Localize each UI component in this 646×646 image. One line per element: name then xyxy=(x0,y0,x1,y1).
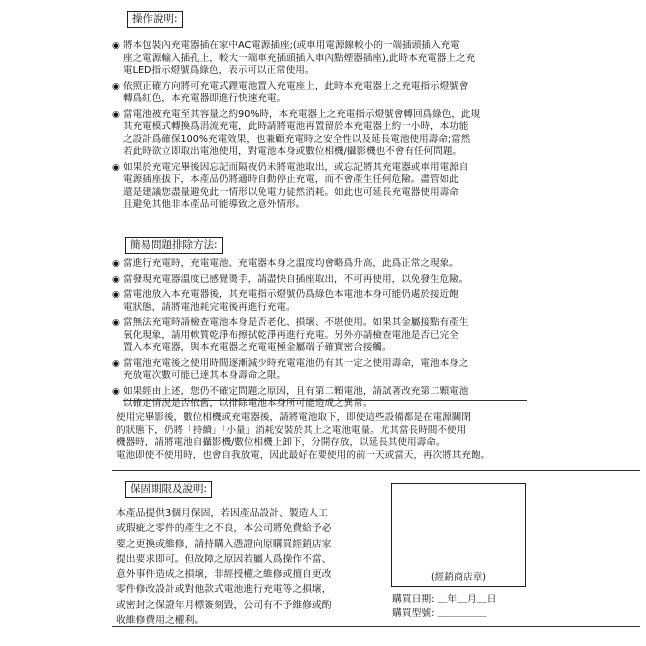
warranty-line: 或瑕疵之零件的產生之不良，本公司將免費給予必 xyxy=(116,523,332,535)
bullet-icon: ◉ xyxy=(112,162,120,173)
item-text-line: 當發現充電器溫度已感覺燙手，請盡快自插座取出，不可再使用，以免發生危險。 xyxy=(123,273,469,285)
item-text-line: 轉爲紅色，本充電器即進行快速充電。 xyxy=(123,93,287,104)
list-item xyxy=(112,289,640,314)
list-item xyxy=(112,109,640,159)
item-text-line: 座之電源輸入插孔上，較大一端車充插頭插入車內點煙器插座),此時本充電器上之充 xyxy=(123,52,476,64)
purchase-date-field: 購買日期: ＿年＿月＿日 xyxy=(392,594,497,605)
warranty-line: 零件修改設計或對他款式電池進行充電等之損壞， xyxy=(116,584,332,596)
item-text-line: 如果於充電完畢後因忘記而隔夜仍未將電池取出，或忘記將其充電器或車用電源自 xyxy=(123,161,469,173)
list-item xyxy=(112,40,640,78)
note-line: 的狀態下，仍將「持續」「小量」消耗安裝於其上之電池電量。尤其當長時間不使用 xyxy=(116,424,467,436)
item-text-line: 氧化現象，請用軟質乾淨布擦拭乾淨再進行充電。另外亦請檢查電池是否已完全 xyxy=(123,329,459,341)
item-text-line: 置入本充電器，與本充電器之充電電極金屬端子確實密合接觸。 xyxy=(123,342,392,353)
bullet-icon: ◉ xyxy=(112,81,120,92)
warranty-line: 本產品提供3個月保固，若因產品設計、製造人工 xyxy=(116,508,328,519)
item-text-line: 且避免其他非本產品可能導致之意外情形。 xyxy=(123,199,306,210)
item-text-line: 當無法充電時請檢查電池本身是否老化、損壞、不堪使用。如果其金屬接點有產生 xyxy=(123,317,469,328)
troubleshooting-title: 簡易問題排除方法: xyxy=(125,237,223,254)
instructions-title: 操作說明: xyxy=(127,11,183,28)
warranty-line: 要之更換或維修，請持購入憑證向原購買經銷店家 xyxy=(116,538,332,550)
warranty-line: 提出要求即可。但故障之原因若屬人爲操作不當、 xyxy=(116,553,332,565)
item-text-line: 充放電次數可能已達其本身壽命之限。 xyxy=(123,370,287,381)
item-text-line: 還是建議您盡量避免此一情形以免電力徒然消耗。如此也可延長充電器使用壽命 xyxy=(123,186,459,198)
bullet-icon: ◉ xyxy=(112,259,120,269)
battery-care-notes xyxy=(116,412,644,462)
bullet-icon: ◉ xyxy=(112,109,120,120)
dealer-stamp-label: (經銷商店章) xyxy=(431,572,486,583)
troubleshooting-list xyxy=(112,258,640,411)
item-text-line: 當進行充電時，充電電池、充電器本身之溫度均會略爲升高，此爲正常之現象。 xyxy=(123,258,459,269)
item-text-line: 電狀態，請將電池耗完電後再進行充電。 xyxy=(123,301,296,313)
note-line: 機器時，請將電池自攝影機/數位相機上卸下，分開存放，以延長其使用壽命。 xyxy=(116,437,446,448)
item-text-line: 當電池充電後之使用時間逐漸減少時充電電池仍有其一定之使用壽命，電池本身之 xyxy=(123,357,469,369)
item-text-line: 電LED指示燈號爲綠色，表示可以正常使用。 xyxy=(123,65,315,76)
list-item xyxy=(112,274,640,287)
list-item xyxy=(112,81,640,106)
item-text-line: 電源插座拔下，本產品仍將適時自動停止充電，而不會產生任何危險。盡管如此 xyxy=(123,174,459,185)
item-text-line: 如果經由上述，您仍不確定問題之原因，且有第二顆電池，請試著改充第二顆電池 xyxy=(123,385,469,397)
note-line: 電池即使不使用時，也會自我放電，因此最好在要使用的前一天或當天，再次將其充飽。 xyxy=(116,449,491,461)
bottom-divider xyxy=(112,626,640,627)
bullet-icon: ◉ xyxy=(112,386,120,397)
list-item xyxy=(112,386,640,411)
purchase-serial-field: 購買型號: ＿＿＿＿＿ xyxy=(392,608,487,619)
divider-line xyxy=(123,400,527,401)
item-text-line: 若此時欲立即取出電池使用，對電池本身或數位相機/攝影機也不會有任何問題。 xyxy=(123,146,463,157)
warranty-title: 保固期限及說明: xyxy=(125,481,212,498)
bullet-icon: ◉ xyxy=(112,41,120,51)
item-text-line: 其充電模式轉換爲涓流充電，此時請將電池再置留於本充電器上約一小時，本功能 xyxy=(123,121,469,132)
item-text-line: 當電池被充電至其容量之約90%時，本充電器上之充電指示燈號會轉回爲綠色，此規 xyxy=(123,108,481,120)
warranty-line: 或密封之保證年月標簽刻毀，公司有不予維修或酌 xyxy=(116,599,332,611)
list-item xyxy=(112,317,640,355)
instructions-list xyxy=(112,40,640,212)
bullet-icon: ◉ xyxy=(112,290,120,300)
list-item xyxy=(112,258,640,271)
note-line: 使用完畢影後，數位相機或充電器後，請將電池取下，即使這些設備都是在電源關閉 xyxy=(116,412,471,423)
item-text-line: 將本包裝內充電器插在家中AC電源插座;(或車用電源線較小的一端插頭插入充電 xyxy=(123,40,460,51)
list-item xyxy=(112,162,640,212)
section-divider xyxy=(112,470,640,471)
item-text-line: 依照正確方向將可充電式鋰電池置入充電座上，此時本充電器上之充電指示燈號會 xyxy=(123,80,469,92)
bullet-icon: ◉ xyxy=(112,358,120,369)
list-item xyxy=(112,358,640,383)
warranty-line: 收維修費用之權利。 xyxy=(116,615,205,627)
dealer-stamp-box xyxy=(391,483,526,587)
warranty-text xyxy=(116,506,376,628)
item-text-line: 以確定情況是否依舊，以排除電池本身所可能造成之異常。 xyxy=(123,398,373,409)
item-text-line: 之設計爲確保100%充電效果，也兼顧充電時之安全性以及延長電池使用壽命;當然 xyxy=(123,133,471,145)
warranty-line: 意外事件造成之損壞，非經授權之維修或擅自更改 xyxy=(116,569,332,581)
bullet-icon: ◉ xyxy=(112,318,120,328)
item-text-line: 當電池放入本充電器後，其充電指示燈號仍爲綠色本電池本身可能仍處於接近飽 xyxy=(123,289,459,300)
bullet-icon: ◉ xyxy=(112,274,120,285)
